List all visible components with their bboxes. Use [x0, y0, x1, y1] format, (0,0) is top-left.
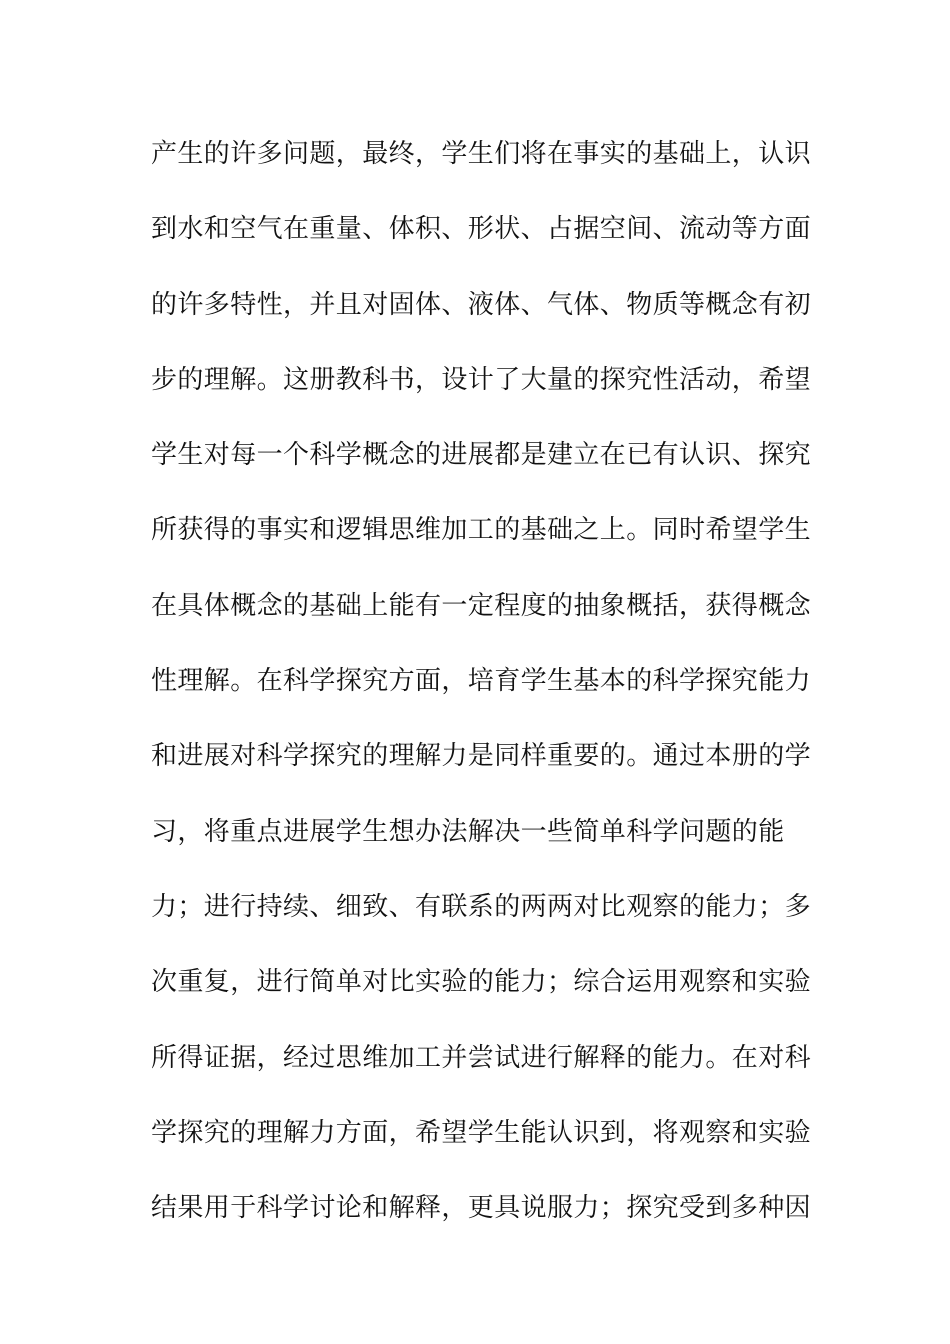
paragraph-line: 结果用于科学讨论和解释，更具说服力；探究受到多种因: [151, 1193, 812, 1224]
paragraph-line: 所获得的事实和逻辑思维加工的基础之上。同时希望学生: [151, 515, 812, 546]
paragraph-line: 学生对每一个科学概念的进展都是建立在已有认识、探究: [151, 440, 812, 471]
paragraph-line: 产生的许多问题，最终，学生们将在事实的基础上，认识: [151, 139, 812, 169]
paragraph-line: 习，将重点进展学生想办法解决一些简单科学问题的能: [151, 816, 785, 847]
paragraph-line: 学探究的理解力方面，希望学生能认识到，将观察和实验: [151, 1117, 812, 1148]
paragraph-line: 的许多特性，并且对固体、液体、气体、物质等概念有初: [151, 289, 812, 320]
paragraph-line: 在具体概念的基础上能有一定程度的抽象概括，获得概念: [151, 590, 812, 621]
paragraph-line: 所得证据，经过思维加工并尝试进行解释的能力。在对科: [151, 1042, 812, 1073]
body-paragraph: [151, 130, 811, 1259]
paragraph-line: 次重复，进行简单对比实验的能力；综合运用观察和实验: [151, 967, 812, 998]
paragraph-line: 步的理解。这册教科书，设计了大量的探究性活动，希望: [151, 364, 812, 395]
paragraph-line: 力；进行持续、细致、有联系的两两对比观察的能力；多: [151, 891, 812, 922]
paragraph-line: 到水和空气在重量、体积、形状、占据空间、流动等方面: [151, 214, 812, 245]
paragraph-line: 性理解。在科学探究方面，培育学生基本的科学探究能力: [151, 666, 812, 697]
paragraph-line: 和进展对科学探究的理解力是同样重要的。通过本册的学: [151, 741, 812, 772]
